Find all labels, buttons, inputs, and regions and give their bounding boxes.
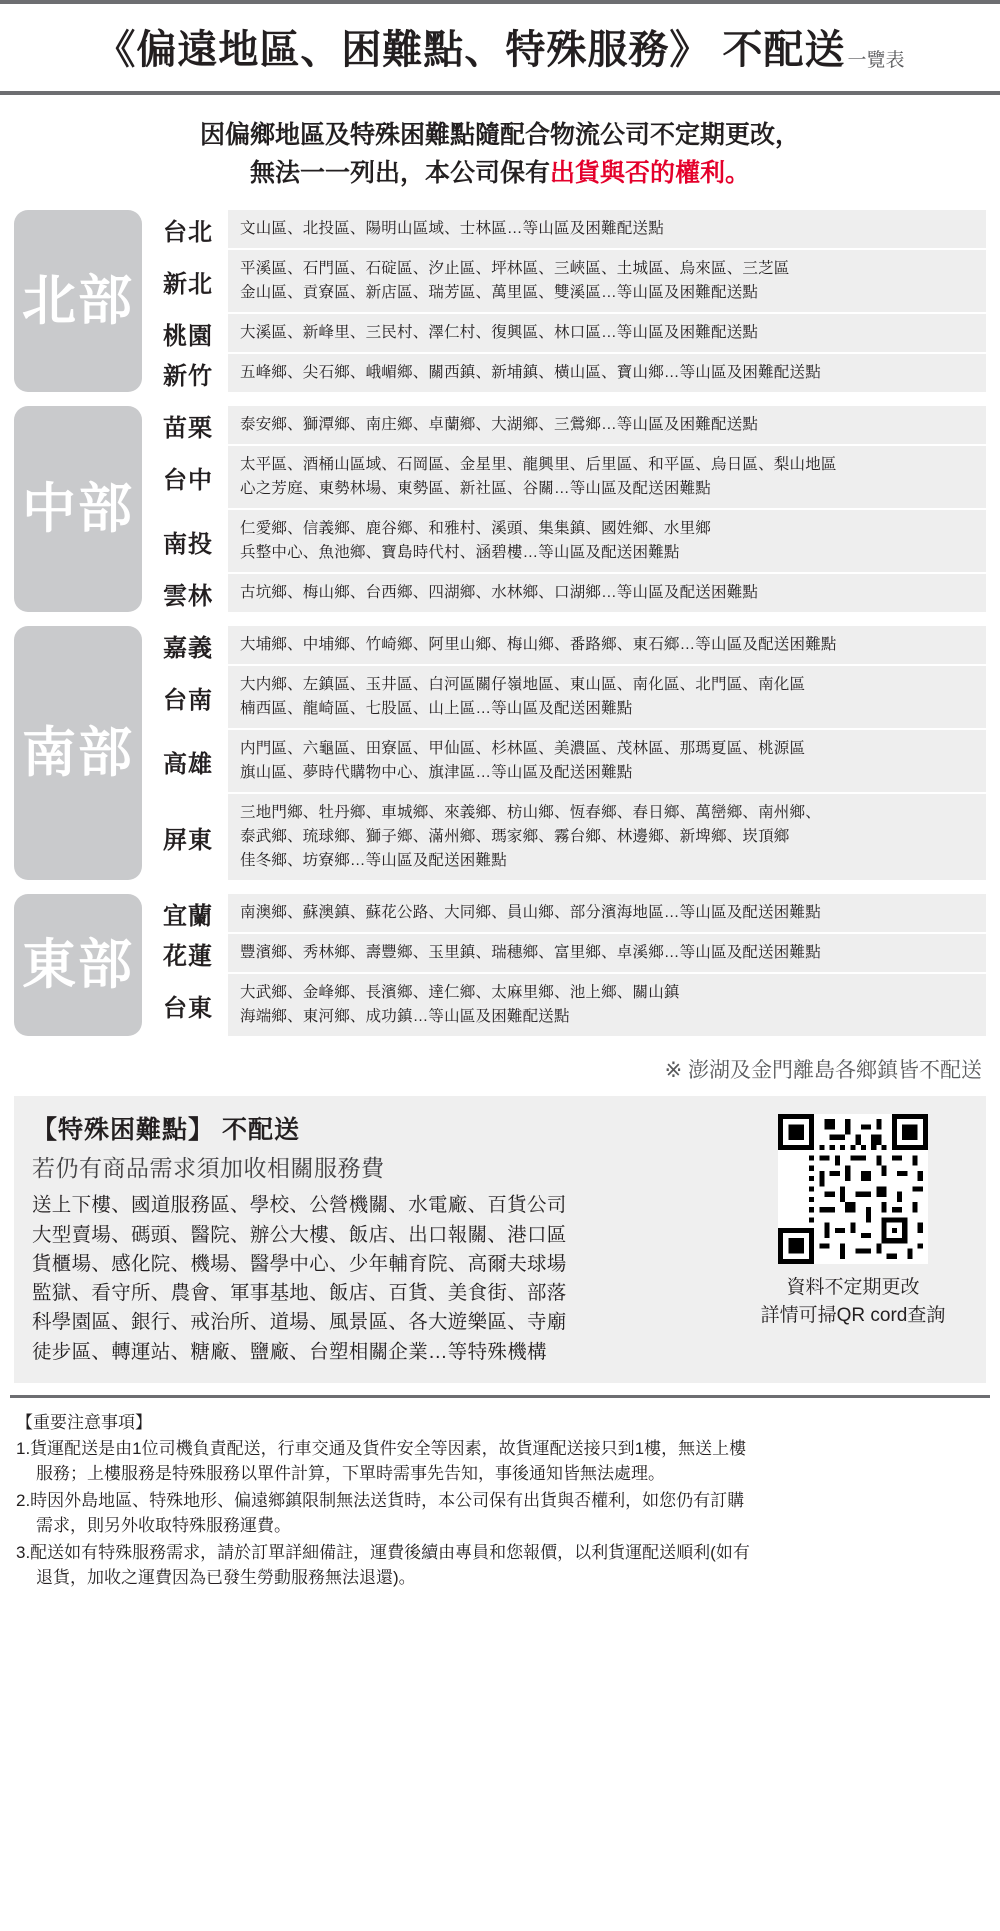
row-body <box>228 974 986 1036</box>
region-label-text: 中部 <box>22 478 134 539</box>
row-line: 泰武鄉、琉球鄉、獅子鄉、滿州鄉、瑪家鄉、霧台鄉、林邊鄉、新埤鄉、崁頂鄉 <box>240 828 790 846</box>
row-line: 平溪區、石門區、石碇區、汐止區、坪林區、三峽區、土城區、烏來區、三芝區 <box>240 260 790 278</box>
footer-note-2-main: 2.時因外島地區、特殊地形、偏遠鄉鎮限制無法送貨時，本公司保有出貨與否權利，如您仍有訂購 <box>16 1490 745 1510</box>
row-city: 花蓮 <box>150 934 228 972</box>
table-row <box>150 446 986 510</box>
special-line: 送上下樓、國道服務區、學校、公營機關、水電廠、百貨公司 <box>32 1194 567 1217</box>
region-rows-south <box>150 626 986 880</box>
row-line: 豐濱鄉、秀林鄉、壽豐鄉、玉里鎮、瑞穗鄉、富里鄉、卓溪鄉…等山區及配送困難點 <box>240 944 821 962</box>
special-subtitle: 若仍有商品需求須加收相關服務費 <box>32 1155 385 1182</box>
table-row <box>150 354 986 392</box>
region-label-text: 東部 <box>22 934 134 995</box>
intro-line-2 <box>40 155 960 193</box>
row-city: 新竹 <box>150 354 228 392</box>
footer-note-1-cont: 服務；上樓服務是特殊服務以單件計算，下單時需事先告知，事後通知皆無法處理。 <box>36 1464 665 1484</box>
row-city: 宜蘭 <box>150 894 228 932</box>
row-city: 台東 <box>150 974 228 1036</box>
row-line: 大溪區、新峰里、三民村、澤仁村、復興區、林口區…等山區及困難配送點 <box>240 324 759 342</box>
row-line: 兵整中心、魚池鄉、寶島時代村、涵碧樓…等山區及配送困難點 <box>240 544 680 562</box>
row-city: 屏東 <box>150 794 228 880</box>
row-line: 金山區、貢寮區、新店區、瑞芳區、萬里區、雙溪區…等山區及困難配送點 <box>240 284 759 302</box>
row-line: 大埔鄉、中埔鄉、竹崎鄉、阿里山鄉、梅山鄉、番路鄉、東石鄉…等山區及配送困難點 <box>240 636 837 654</box>
row-line: 五峰鄉、尖石鄉、峨嵋鄉、關西鎮、新埔鎮、橫山區、寶山鄉…等山區及困難配送點 <box>240 364 821 382</box>
table-row <box>150 210 986 250</box>
row-line: 内門區、六龜區、田寮區、甲仙區、杉林區、美濃區、茂林區、那瑪夏區、桃源區 <box>240 740 806 758</box>
row-body <box>228 354 986 392</box>
intro-block <box>0 95 1000 210</box>
table-row <box>150 934 986 974</box>
row-line: 泰安鄉、獅潭鄉、南庄鄉、卓蘭鄉、大湖鄉、三鶯鄉…等山區及困難配送點 <box>240 416 759 434</box>
special-line: 科學園區、銀行、戒治所、道場、風景區、各大遊樂區、寺廟 <box>32 1311 567 1334</box>
region-block-east <box>14 894 986 1036</box>
table-row <box>150 730 986 794</box>
intro-line-1: 因偏鄉地區及特殊困難點隨配合物流公司不定期更改， <box>199 121 800 149</box>
region-label-central <box>14 406 142 612</box>
row-body <box>228 730 986 792</box>
row-city: 台南 <box>150 666 228 728</box>
row-body <box>228 250 986 312</box>
row-line: 古坑鄉、梅山鄉、台西鄉、四湖鄉、水林鄉、口湖鄉…等山區及配送困難點 <box>240 584 759 602</box>
footer-note-2-cont: 需求，則另外收取特殊服務運費。 <box>36 1516 291 1536</box>
row-body <box>228 210 986 248</box>
footer-note-3-cont: 退貨，加收之運費因為已發生勞動服務無法退還)。 <box>36 1568 416 1588</box>
table-row <box>150 794 986 880</box>
table-row <box>150 406 986 446</box>
row-city: 嘉義 <box>150 626 228 664</box>
row-line: 旗山區、夢時代購物中心、旗津區…等山區及配送困難點 <box>240 764 633 782</box>
special-line: 監獄、看守所、農會、軍事基地、飯店、百貨、美食街、部落 <box>32 1282 567 1305</box>
region-label-south <box>14 626 142 880</box>
region-block-south <box>14 626 986 880</box>
table-row <box>150 250 986 314</box>
qr-caption <box>761 1274 946 1329</box>
region-rows-central <box>150 406 986 612</box>
special-line: 貨櫃場、感化院、機場、醫學中心、少年輔育院、高爾夫球場 <box>32 1252 567 1275</box>
row-line: 仁愛鄉、信義鄉、鹿谷鄉、和雅村、溪頭、集集鎮、國姓鄉、水里鄉 <box>240 520 712 538</box>
row-body <box>228 934 986 972</box>
row-line: 心之芳庭、東勢林場、東勢區、新社區、谷關…等山區及配送困難點 <box>240 480 712 498</box>
qr-caption-line-2: 詳情可掃QR cord查詢 <box>760 1304 946 1326</box>
row-city: 高雄 <box>150 730 228 792</box>
region-label-text: 南部 <box>22 722 134 783</box>
special-title: 【特殊困難點】 不配送 <box>32 1116 300 1145</box>
row-body <box>228 406 986 444</box>
row-line: 佳冬鄉、坊寮鄉…等山區及配送困難點 <box>240 852 507 870</box>
row-body <box>228 666 986 728</box>
footer-note-1 <box>16 1436 984 1487</box>
row-line: 太平區、酒桶山區域、石岡區、金星里、龍興里、后里區、和平區、烏日區、梨山地區 <box>240 456 837 474</box>
page-subtitle: 一覽表 <box>847 50 905 72</box>
row-line: 大内鄉、左鎮區、玉井區、白河區關仔嶺地區、東山區、南化區、北門區、南化區 <box>240 676 806 694</box>
intro-line-2-highlight: 出貨與否的權利。 <box>550 158 751 187</box>
row-city: 桃園 <box>150 314 228 352</box>
special-left <box>32 1110 738 1367</box>
row-line: 三地門鄉、牡丹鄉、車城鄉、來義鄉、枋山鄉、恆春鄉、春日鄉、萬巒鄉、南州鄉、 <box>240 804 821 822</box>
intro-line-2-normal: 無法一一列出，本公司保有 <box>249 158 550 187</box>
row-body <box>228 314 986 352</box>
table-row <box>150 510 986 574</box>
row-city: 台北 <box>150 210 228 248</box>
qr-caption-line-1: 資料不定期更改 <box>786 1277 920 1299</box>
row-line: 楠西區、龍崎區、七股區、山上區…等山區及配送困難點 <box>240 700 633 718</box>
row-body <box>228 510 986 572</box>
footer-note-2 <box>16 1488 984 1539</box>
row-body <box>228 894 986 932</box>
footer-title: 【重要注意事項】 <box>16 1412 152 1432</box>
table-row <box>150 626 986 666</box>
special-line: 大型賣場、碼頭、醫院、辦公大樓、飯店、出口報關、港口區 <box>32 1223 567 1246</box>
footer-note-3-main: 3.配送如有特殊服務需求，請於訂單詳細備註，運費後續由專員和您報價，以利貨運配送順利(如有 <box>16 1542 750 1562</box>
footer-note-1-main: 1.貨運配送是由1位司機負責配送，行車交通及貨件安全等因素，故貨運配送接只到1樓，無送上樓 <box>16 1438 747 1458</box>
row-city: 新北 <box>150 250 228 312</box>
row-city: 苗栗 <box>150 406 228 444</box>
table-row <box>150 666 986 730</box>
qr-code-icon <box>778 1114 928 1264</box>
region-label-north <box>14 210 142 392</box>
region-label-text: 北部 <box>22 270 134 331</box>
table-row <box>150 314 986 354</box>
row-city: 南投 <box>150 510 228 572</box>
row-line: 文山區、北投區、陽明山區域、士林區…等山區及困難配送點 <box>240 220 664 237</box>
row-body <box>228 794 986 880</box>
region-rows-east <box>150 894 986 1036</box>
row-city: 雲林 <box>150 574 228 612</box>
row-line: 海端鄉、東河鄉、成功鎮…等山區及困難配送點 <box>240 1008 570 1026</box>
region-rows-north <box>150 210 986 392</box>
page-header <box>0 0 1000 95</box>
row-body <box>228 626 986 664</box>
special-line: 徒步區、轉運站、糖廠、鹽廠、台塑相關企業…等特殊機構 <box>32 1340 547 1363</box>
table-row <box>150 574 986 612</box>
page-title: 《偏遠地區、困難點、特殊服務》 不配送 <box>95 28 846 72</box>
island-note: ※ 澎湖及金門離島各鄉鎮皆不配送 <box>664 1059 982 1083</box>
regions-container <box>0 210 1000 1036</box>
table-row <box>150 894 986 934</box>
region-label-east <box>14 894 142 1036</box>
region-block-north <box>14 210 986 392</box>
row-body <box>228 446 986 508</box>
row-body <box>228 574 986 612</box>
footer-note-3 <box>16 1540 984 1591</box>
special-difficult-box <box>14 1096 986 1383</box>
row-city: 台中 <box>150 446 228 508</box>
row-line: 大武鄉、金峰鄉、長濱鄉、達仁鄉、太麻里鄉、池上鄉、關山鎮 <box>240 984 680 1002</box>
special-list <box>32 1191 728 1367</box>
region-block-central <box>14 406 986 612</box>
footer-notes <box>10 1395 990 1606</box>
table-row <box>150 974 986 1036</box>
special-right <box>738 1110 968 1367</box>
row-line: 南澳鄉、蘇澳鎮、蘇花公路、大同鄉、員山鄉、部分濱海地區…等山區及配送困難點 <box>240 904 821 922</box>
